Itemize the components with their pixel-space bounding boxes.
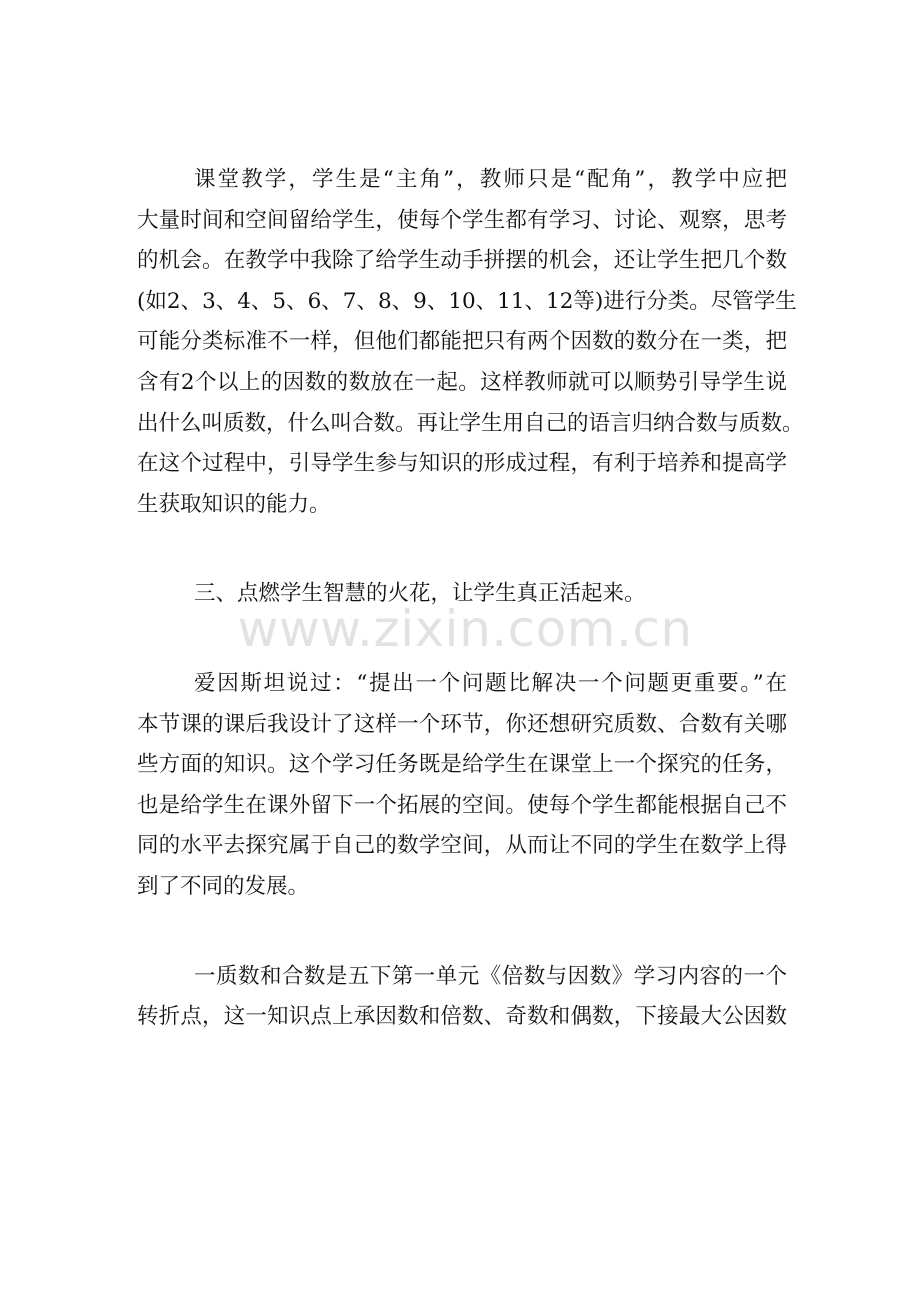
text-line: 在这个过程中，引导学生参与知识的形成过程，有利于培养和提高学	[137, 451, 787, 477]
watermark-text: www.zixin.com.cn	[237, 600, 693, 658]
text-line: 大量时间和空间留给学生，使每个学生都有学习、讨论、观察，思考	[137, 207, 787, 233]
text-line: 含有2个以上的因数的数放在一起。这样教师就可以顺势引导学生说	[137, 369, 787, 395]
paragraph-prime-composite	[137, 957, 787, 1038]
text-line: (如2、3、4、5、6、7、8、9、10、11、12等)进行分类。尽管学生	[137, 288, 797, 314]
section-heading-three	[137, 574, 787, 615]
text-line: 转折点，这一知识点上承因数和倍数、奇数和偶数，下接最大公因数	[137, 1004, 787, 1030]
text-line: 本节课的课后我设计了这样一个环节，你还想研究质数、合数有关哪	[137, 711, 787, 737]
text-line: 课堂教学，学生是“主角”，教师只是“配角”，教学中应把	[194, 167, 787, 192]
text-line: 同的水平去探究属于自己的数学空间，从而让不同的学生在数学上得	[137, 833, 787, 859]
text-line: 到了不同的发展。	[137, 873, 310, 899]
text-line: 的机会。在教学中我除了给学生动手拼摆的机会，还让学生把几个数	[137, 248, 787, 274]
text-line: 生获取知识的能力。	[137, 491, 331, 517]
text-line: 出什么叫质数，什么叫合数。再让学生用自己的语言归纳合数与质数。	[137, 410, 804, 436]
paragraph-einstein-quote	[137, 664, 787, 908]
paragraph-classroom-teaching	[137, 160, 804, 525]
text-line: 些方面的知识。这个学习任务既是给学生在课堂上一个探究的任务，	[137, 752, 787, 778]
text-line: 三、点燃学生智慧的火花，让学生真正活起来。	[194, 581, 646, 607]
text-line: 可能分类标准不一样，但他们都能把只有两个因数的数分在一类，把	[137, 329, 787, 355]
document-body	[137, 160, 804, 1038]
text-line: 一质数和合数是五下第一单元《倍数与因数》学习内容的一个	[194, 963, 787, 989]
text-line: 也是给学生在课外留下一个拓展的空间。使每个学生都能根据自己不	[137, 792, 787, 818]
text-line: 爱因斯坦说过：“提出一个问题比解决一个问题更重要。”在	[194, 670, 787, 696]
